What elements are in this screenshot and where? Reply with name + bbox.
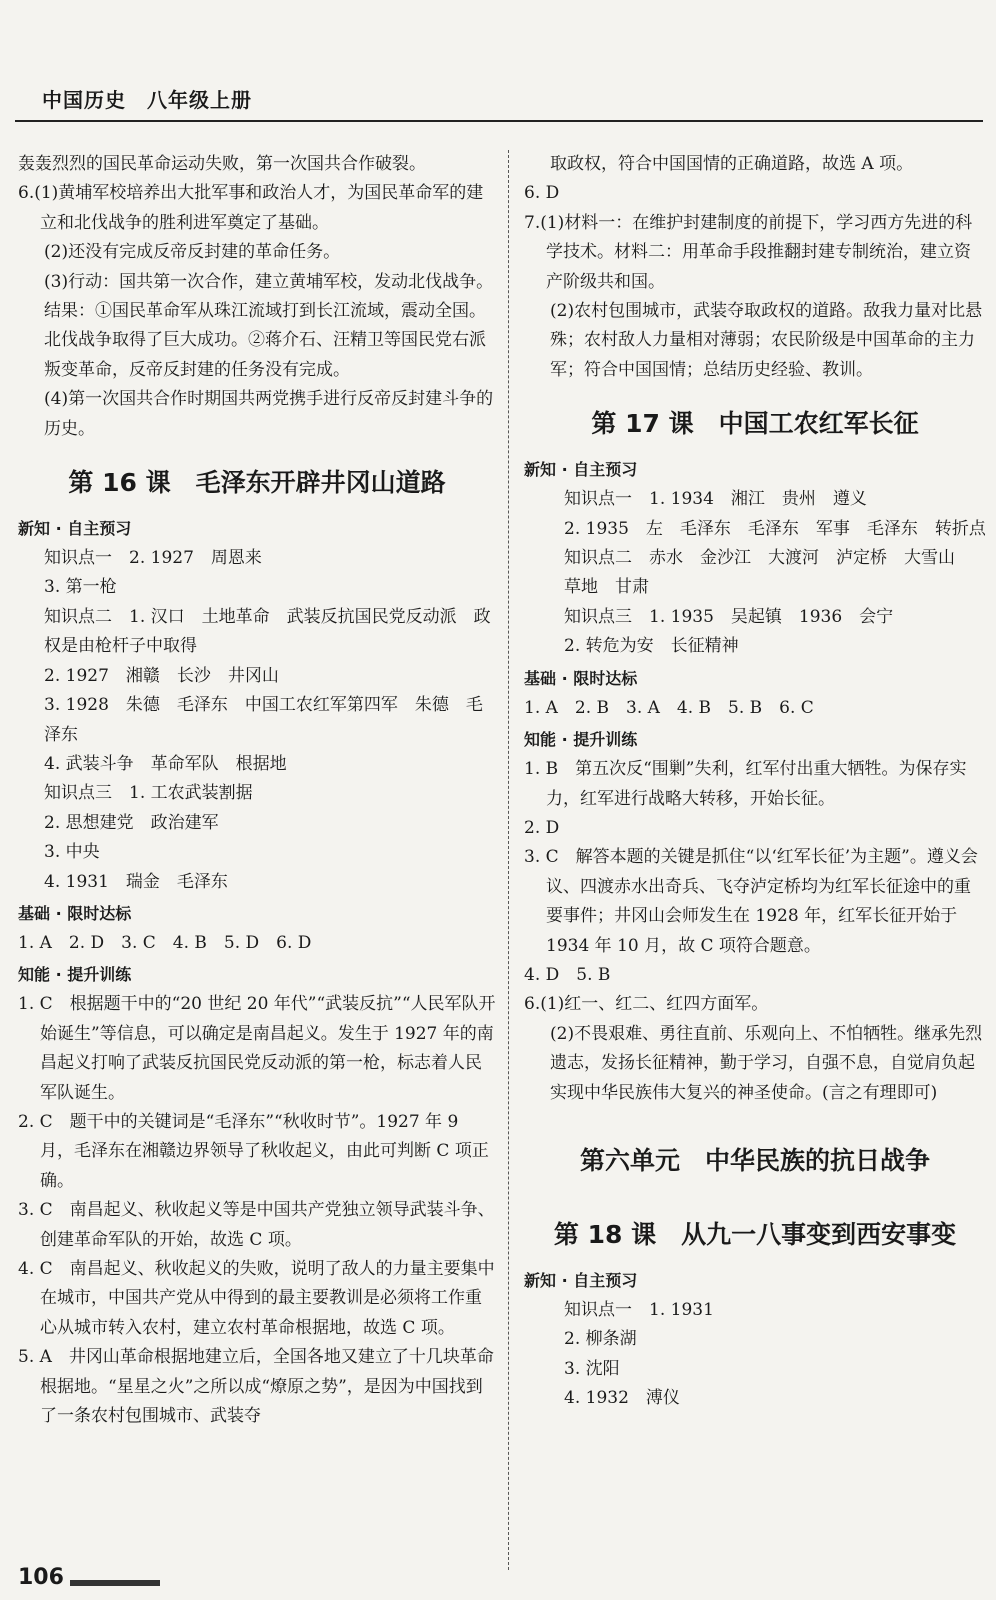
left-column: [18, 150, 496, 1431]
ability-answer: 5. A 井冈山革命根据地建立后，全国各地又建立了十几块革命根据地。“星星之火”之所以成“燎原之势”，是因为中国找到了一条农村包围城市、武装夺: [18, 1347, 494, 1427]
lesson-18-title: 第 18 课 从九一八事变到西安事变: [553, 1219, 957, 1249]
basic-answers: 1. A 2. D 3. C 4. B 5. D 6. D: [18, 932, 312, 953]
section-heading-preview: 新知 · 自主预习: [18, 519, 132, 539]
kp-line: 知识点一 1. 1934 湘江 贵州 遵义: [564, 489, 867, 510]
kp-line: 2. 1935 左 毛泽东 毛泽东 军事 毛泽东 转折点: [564, 518, 986, 539]
footer-bar: [70, 1580, 160, 1586]
ability-answer: 6.(1)红一、红二、红四方面军。: [524, 994, 769, 1015]
kp-line: 知识点一 1. 1931: [564, 1299, 714, 1320]
page-header: [0, 0, 996, 120]
unit-6-title: 第六单元 中华民族的抗日战争: [579, 1145, 930, 1175]
answer-6-2: (2)还没有完成反帝反封建的革命任务。: [44, 242, 341, 263]
kp-line: 知识点三 1. 1935 吴起镇 1936 会宁: [564, 606, 894, 627]
section-heading-preview: 新知 · 自主预习: [524, 460, 638, 480]
answer-6-3: (3)行动：国共第一次合作，建立黄埔军校，发动北伐战争。结果：①国民革命军从珠江流域打到长江流域，震动全国。北伐战争取得了巨大成功。②蒋介石、汪精卫等国民党右派叛变革命，反帝反封建的任务没有完成。: [44, 271, 494, 380]
kp-line: 4. 1932 溥仪: [564, 1388, 680, 1409]
book-title: 中国历史 八年级上册: [42, 88, 252, 112]
page-number: 106: [18, 1565, 64, 1590]
ability-answer: 4. D 5. B: [524, 964, 611, 985]
kp-line: 2. 柳条湖: [564, 1329, 637, 1350]
lesson-16-title: 第 16 课 毛泽东开辟井冈山道路: [68, 468, 446, 498]
ability-answer: 1. C 根据题干中的“20 世纪 20 年代”“武装反抗”“人民军队开始诞生”等信息，可以确定是南昌起义。发生于 1927 年的南昌起义打响了武装反抗国民党反动派的第一枪，标志着人民军队诞生。: [18, 994, 496, 1103]
continued-text: 取政权，符合中国国情的正确道路，故选 A 项。: [550, 154, 914, 174]
lesson-17-title: 第 17 课 中国工农红军长征: [591, 409, 919, 439]
section-heading-ability: 知能 · 提升训练: [18, 965, 132, 985]
ability-answer: 4. C 南昌起义、秋收起义的失败，说明了敌人的力量主要集中在城市，中国共产党从中得到的最主要教训是必须将工作重心从城市转入农村，建立农村革命根据地，故选 C 项。: [18, 1259, 495, 1338]
kp-line: 3. 1928 朱德 毛泽东 中国工农红军第四军 朱德 毛泽东: [44, 695, 483, 745]
kp-line: 3. 中央: [44, 842, 100, 863]
answer-6-1: 6.(1)黄埔军校培养出大批军事和政治人才，为国民革命军的建立和北伐战争的胜利进军奠定了基础。: [18, 183, 484, 233]
ability-answer: 1. B 第五次反“围剿”失利，红军付出重大牺牲。为保存实力，红军进行战略大转移，开始长征。: [524, 759, 967, 809]
kp-line: 2. 转危为安 长征精神: [564, 636, 739, 657]
section-heading-basic: 基础 · 限时达标: [18, 903, 132, 923]
column-divider: [508, 150, 509, 1570]
ability-answer: 2. C 题干中的关键词是“毛泽东”“秋收时节”。1927 年 9 月，毛泽东在湘赣边界领导了秋收起义，由此可判断 C 项正确。: [18, 1111, 489, 1191]
answer-6-4: (4)第一次国共合作时期国共两党携手进行反帝反封建斗争的历史。: [44, 389, 494, 439]
kp-line: 2. 1927 湘赣 长沙 井冈山: [44, 665, 279, 686]
basic-answers: 1. A 2. B 3. A 4. B 5. B 6. C: [524, 697, 814, 718]
ability-answer: 2. D: [524, 817, 560, 838]
section-heading-preview: 新知 · 自主预习: [524, 1270, 638, 1290]
ability-answer: 3. C 南昌起义、秋收起义等是中国共产党独立领导武装斗争、创建革命军队的开始，故选 C 项。: [18, 1200, 495, 1250]
ability-answer: (2)不畏艰难、勇往直前、乐观向上、不怕牺牲。继承先烈遗志，发扬长征精神，勤于学习，自强不息，自觉肩负起实现中华民族伟大复兴的神圣使命。(言之有理即可): [550, 1023, 983, 1103]
kp-line: 4. 1931 瑞金 毛泽东: [44, 871, 228, 892]
ability-answer: 3. C 解答本题的关键是抓住“以‘红军长征’为主题”。遵义会议、四渡赤水出奇兵、飞夺泸定桥均为红军长征途中的重要事件；井冈山会师发生在 1928 年，红军长征开始于 1934 年 10 月，故 C 项符合题意。: [524, 847, 978, 956]
continued-text: 轰轰烈烈的国民革命运动失败，第一次国共合作破裂。: [18, 154, 426, 174]
kp-line: 4. 武装斗争 革命军队 根据地: [44, 753, 287, 774]
section-heading-ability: 知能 · 提升训练: [524, 730, 638, 750]
kp-line: 3. 第一枪: [44, 577, 117, 598]
kp-line: 知识点二 赤水 金沙江 大渡河 泸定桥 大雪山 草地 甘肃: [564, 548, 972, 598]
kp-line: 知识点二 1. 汉口 土地革命 武装反抗国民党反动派 政权是由枪杆子中取得: [44, 606, 491, 657]
answer-7-1: 7.(1)材料一：在维护封建制度的前提下，学习西方先进的科学技术。材料二：用革命手段推翻封建专制统治，建立资产阶级共和国。: [524, 212, 973, 292]
header-rule: [15, 120, 983, 122]
right-column: [524, 150, 986, 1414]
kp-line: 知识点一 2. 1927 周恩来: [44, 548, 262, 569]
answer-6: 6. D: [524, 183, 560, 204]
kp-line: 3. 沈阳: [564, 1358, 620, 1379]
section-heading-basic: 基础 · 限时达标: [524, 668, 638, 688]
answer-7-2: (2)农村包围城市，武装夺取政权的道路。敌我力量对比悬殊；农村敌人力量相对薄弱；农民阶级是中国革命的主力军；符合中国国情；总结历史经验、教训。: [550, 301, 983, 380]
kp-line: 知识点三 1. 工农武装割据: [44, 783, 253, 804]
kp-line: 2. 思想建党 政治建军: [44, 812, 219, 833]
